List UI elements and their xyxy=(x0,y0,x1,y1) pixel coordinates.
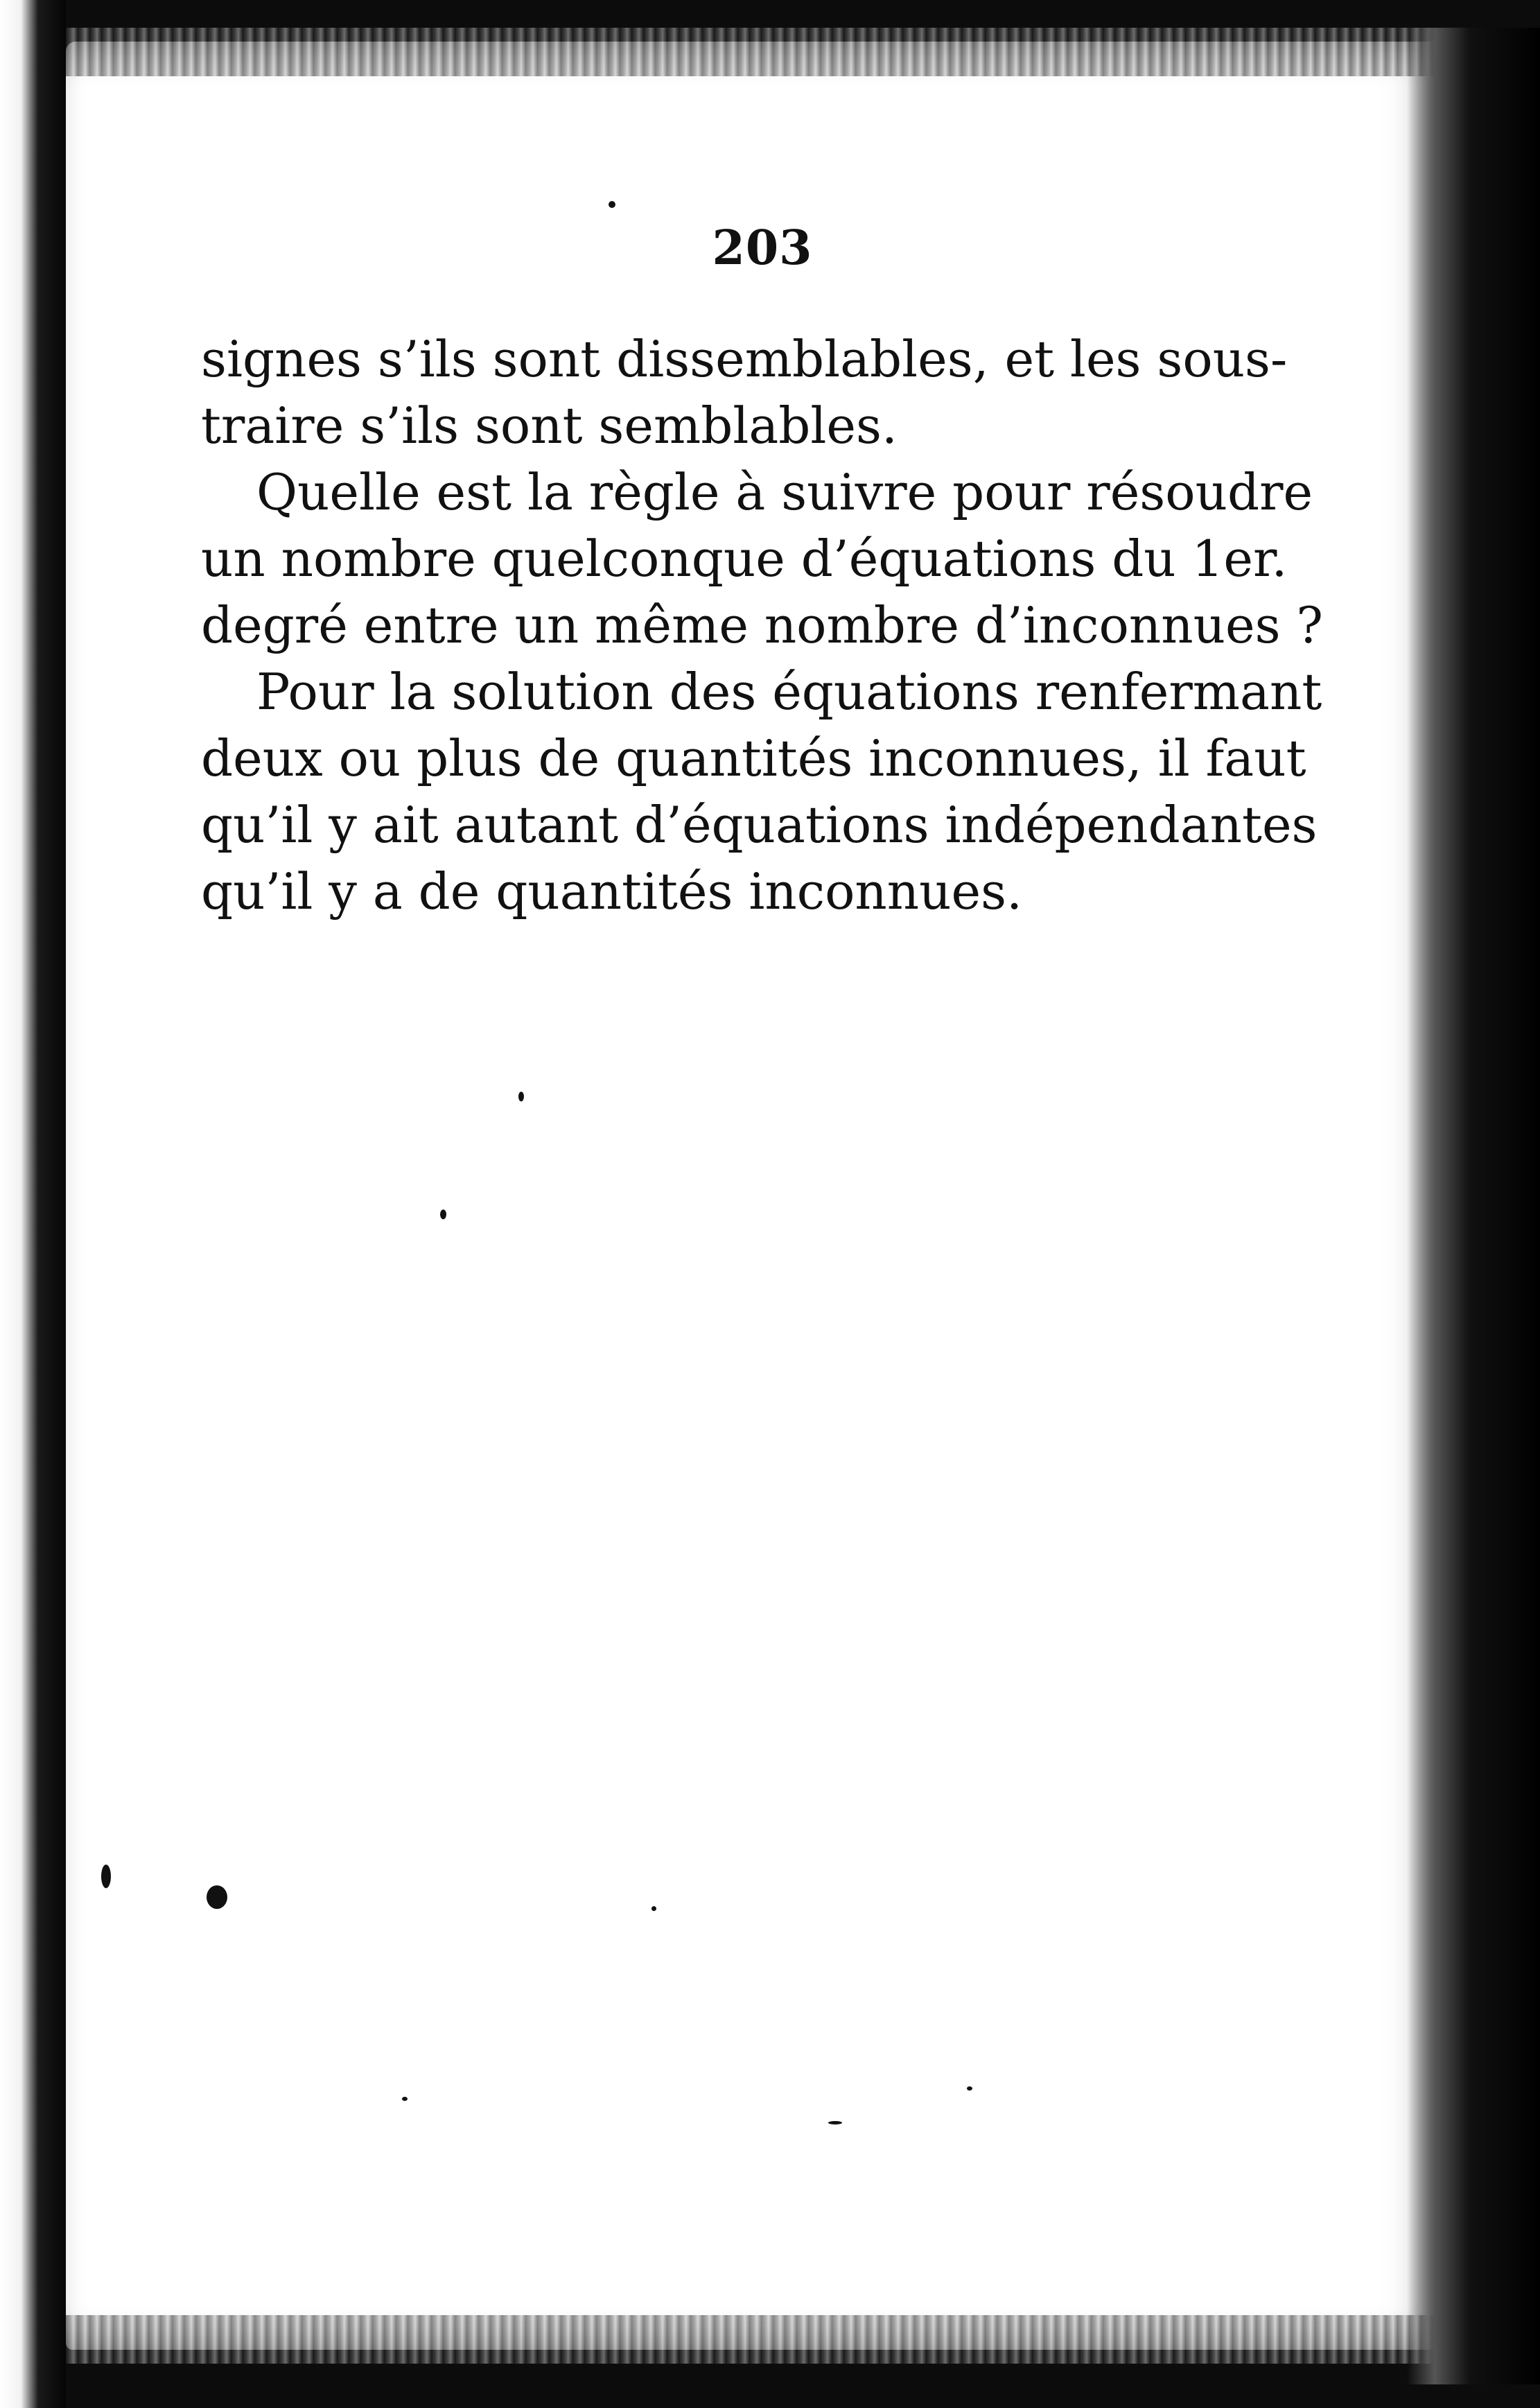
text-line: degré entre un même nombre d’inconnues ? xyxy=(201,596,1324,654)
page-right-edge-shadow xyxy=(1407,28,1540,2384)
page-bottom-edge xyxy=(66,2315,1480,2364)
speck xyxy=(609,201,615,208)
speck xyxy=(518,1092,524,1101)
speck xyxy=(651,1906,656,1911)
page-top-edge xyxy=(66,28,1480,76)
paragraph-1 xyxy=(201,326,1288,459)
text-line: deux ou plus de quantités inconnues, il faut xyxy=(201,729,1306,787)
paragraph-2 xyxy=(201,459,1324,658)
paragraph-3 xyxy=(201,658,1322,925)
book-binding-edge xyxy=(0,0,66,2408)
body-text xyxy=(201,326,1324,925)
speck xyxy=(828,2121,842,2125)
speck xyxy=(440,1210,446,1219)
text-line: signes s’ils sont dissemblables, et les sous- xyxy=(201,330,1288,388)
text-line: qu’il y ait autant d’équations indépendantes xyxy=(201,796,1318,854)
speck xyxy=(967,2086,972,2091)
text-line: qu’il y a de quantités inconnues. xyxy=(201,862,1022,921)
text-line: Quelle est la règle à suivre pour résoudre xyxy=(256,463,1313,521)
text-line: traire s’ils sont semblables. xyxy=(201,396,898,455)
page-number: 203 xyxy=(712,220,813,276)
speck xyxy=(402,2097,408,2101)
speck xyxy=(207,1885,227,1909)
text-line: Pour la solution des équations renfermant xyxy=(256,663,1322,721)
speck xyxy=(101,1865,111,1888)
text-line: un nombre quelconque d’équations du 1er. xyxy=(201,530,1288,588)
